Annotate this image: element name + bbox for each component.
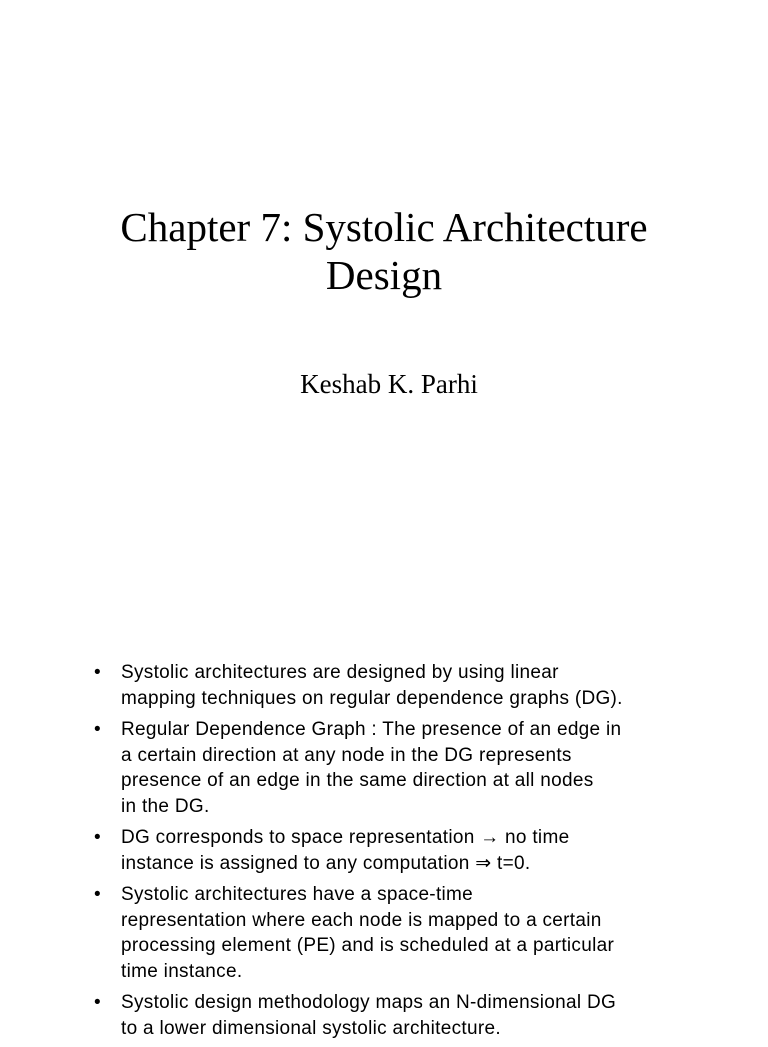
title-line-2: Design — [325, 252, 443, 298]
bullet-item — [0, 825, 681, 876]
bullet-line: DG corresponds to space representation → no time — [121, 827, 570, 848]
bullet-line: processing element (PE) and is scheduled at a particular — [121, 935, 615, 956]
bullet-marker: • — [94, 662, 101, 683]
bullet-line: presence of an edge in the same direction at all nodes — [121, 770, 594, 791]
bullet-marker: • — [94, 884, 101, 905]
bullet-line: Systolic design methodology maps an N-dimensional DG — [121, 992, 617, 1013]
slide-title — [0, 203, 768, 299]
bullet-line: Systolic architectures have a space-time — [121, 884, 474, 905]
bullet-list — [0, 660, 768, 1047]
bullet-line: Regular Dependence Graph : The presence of an edge in — [121, 719, 622, 740]
bullet-marker: • — [94, 827, 101, 848]
bullet-item — [0, 660, 681, 711]
bullet-item — [0, 717, 681, 819]
bullet-item — [0, 882, 681, 984]
bullet-line: mapping techniques on regular dependence graphs (DG). — [121, 687, 623, 709]
bullet-line: representation where each node is mapped to a certain — [121, 909, 602, 931]
bullet-line: a certain direction at any node in the DG represents — [121, 744, 572, 766]
bullet-line: Systolic architectures are designed by using linear — [121, 662, 559, 683]
bullet-line: to a lower dimensional systolic architecture. — [121, 1017, 501, 1039]
title-line-1: Chapter 7: Systolic Architecture — [120, 204, 648, 250]
bullet-line: time instance. — [121, 960, 243, 982]
bullet-marker: • — [94, 992, 101, 1013]
bullet-line: in the DG. — [121, 795, 210, 817]
author-name: Keshab K. Parhi — [300, 369, 478, 399]
bullet-item — [0, 990, 681, 1041]
bullet-line: instance is assigned to any computation ⇒ t=0. — [121, 852, 531, 874]
bullet-marker: • — [94, 719, 101, 740]
